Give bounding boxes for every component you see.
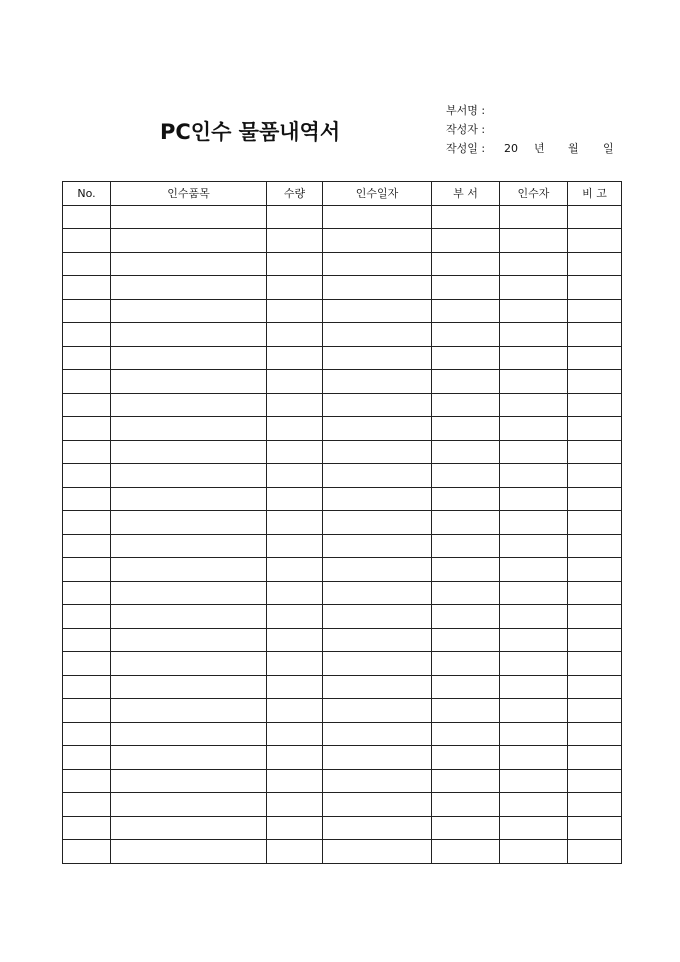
cell-item[interactable] — [111, 205, 267, 229]
cell-department[interactable] — [432, 558, 500, 582]
table-row — [63, 675, 622, 699]
cell-recipient[interactable] — [500, 370, 568, 394]
cell-item[interactable] — [111, 487, 267, 511]
cell-quantity[interactable] — [267, 793, 323, 817]
cell-department[interactable] — [432, 393, 500, 417]
cell-department[interactable] — [432, 511, 500, 535]
table-body — [63, 205, 622, 863]
cell-item[interactable] — [111, 299, 267, 323]
cell-receipt-date[interactable] — [323, 581, 432, 605]
cell-receipt-date[interactable] — [323, 417, 432, 441]
cell-no[interactable] — [63, 464, 111, 488]
cell-remarks[interactable] — [568, 511, 622, 535]
cell-receipt-date[interactable] — [323, 323, 432, 347]
cell-recipient[interactable] — [500, 699, 568, 723]
date-day-unit: 일 — [603, 142, 614, 155]
cell-receipt-date[interactable] — [323, 299, 432, 323]
table-row — [63, 417, 622, 441]
cell-remarks[interactable] — [568, 699, 622, 723]
cell-no[interactable] — [63, 252, 111, 276]
cell-no[interactable] — [63, 440, 111, 464]
cell-receipt-date[interactable] — [323, 393, 432, 417]
cell-quantity[interactable] — [267, 675, 323, 699]
table-row — [63, 440, 622, 464]
cell-remarks[interactable] — [568, 628, 622, 652]
cell-department[interactable] — [432, 229, 500, 253]
cell-remarks[interactable] — [568, 417, 622, 441]
table-row — [63, 605, 622, 629]
cell-item[interactable] — [111, 346, 267, 370]
cell-no[interactable] — [63, 746, 111, 770]
cell-no[interactable] — [63, 816, 111, 840]
cell-receipt-date[interactable] — [323, 346, 432, 370]
cell-receipt-date[interactable] — [323, 534, 432, 558]
cell-item[interactable] — [111, 793, 267, 817]
cell-quantity[interactable] — [267, 558, 323, 582]
cell-receipt-date[interactable] — [323, 675, 432, 699]
cell-remarks[interactable] — [568, 769, 622, 793]
cell-quantity[interactable] — [267, 581, 323, 605]
header-recipient: 인수자 — [500, 182, 568, 206]
table-row — [63, 393, 622, 417]
cell-quantity[interactable] — [267, 440, 323, 464]
cell-recipient[interactable] — [500, 746, 568, 770]
cell-receipt-date[interactable] — [323, 464, 432, 488]
cell-item[interactable] — [111, 652, 267, 676]
cell-recipient[interactable] — [500, 581, 568, 605]
cell-item[interactable] — [111, 276, 267, 300]
cell-receipt-date[interactable] — [323, 205, 432, 229]
document-title: PC인수 물품내역서 — [160, 120, 341, 144]
cell-no[interactable] — [63, 722, 111, 746]
cell-no[interactable] — [63, 769, 111, 793]
cell-receipt-date[interactable] — [323, 370, 432, 394]
cell-recipient[interactable] — [500, 393, 568, 417]
table-row — [63, 534, 622, 558]
cell-receipt-date[interactable] — [323, 722, 432, 746]
cell-receipt-date[interactable] — [323, 793, 432, 817]
cell-department[interactable] — [432, 417, 500, 441]
cell-remarks[interactable] — [568, 370, 622, 394]
cell-remarks[interactable] — [568, 276, 622, 300]
table-row — [63, 652, 622, 676]
cell-recipient[interactable] — [500, 534, 568, 558]
cell-department[interactable] — [432, 370, 500, 394]
cell-recipient[interactable] — [500, 722, 568, 746]
table-row — [63, 252, 622, 276]
cell-receipt-date[interactable] — [323, 840, 432, 864]
cell-remarks[interactable] — [568, 605, 622, 629]
cell-recipient[interactable] — [500, 652, 568, 676]
cell-remarks[interactable] — [568, 652, 622, 676]
cell-quantity[interactable] — [267, 276, 323, 300]
cell-quantity[interactable] — [267, 769, 323, 793]
cell-department[interactable] — [432, 652, 500, 676]
writer-label: 작성자 : — [446, 123, 486, 136]
department-label: 부서명 : — [446, 104, 486, 117]
cell-no[interactable] — [63, 793, 111, 817]
item-receipt-table — [62, 181, 622, 864]
cell-no[interactable] — [63, 346, 111, 370]
cell-remarks[interactable] — [568, 440, 622, 464]
cell-remarks[interactable] — [568, 229, 622, 253]
table-row — [63, 299, 622, 323]
cell-recipient[interactable] — [500, 558, 568, 582]
cell-department[interactable] — [432, 299, 500, 323]
cell-remarks[interactable] — [568, 581, 622, 605]
department-row — [446, 101, 485, 120]
cell-receipt-date[interactable] — [323, 558, 432, 582]
cell-department[interactable] — [432, 581, 500, 605]
cell-remarks[interactable] — [568, 487, 622, 511]
cell-quantity[interactable] — [267, 840, 323, 864]
cell-quantity[interactable] — [267, 722, 323, 746]
cell-quantity[interactable] — [267, 746, 323, 770]
cell-department[interactable] — [432, 440, 500, 464]
cell-department[interactable] — [432, 605, 500, 629]
cell-item[interactable] — [111, 581, 267, 605]
cell-department[interactable] — [432, 487, 500, 511]
header-quantity: 수량 — [267, 182, 323, 206]
cell-quantity[interactable] — [267, 816, 323, 840]
cell-no[interactable] — [63, 393, 111, 417]
cell-remarks[interactable] — [568, 393, 622, 417]
table-row — [63, 370, 622, 394]
cell-remarks[interactable] — [568, 252, 622, 276]
writer-row — [446, 120, 485, 139]
table-row — [63, 581, 622, 605]
cell-item[interactable] — [111, 605, 267, 629]
cell-remarks[interactable] — [568, 816, 622, 840]
cell-recipient[interactable] — [500, 816, 568, 840]
cell-remarks[interactable] — [568, 746, 622, 770]
cell-no[interactable] — [63, 628, 111, 652]
cell-no[interactable] — [63, 699, 111, 723]
cell-quantity[interactable] — [267, 299, 323, 323]
cell-quantity[interactable] — [267, 229, 323, 253]
cell-item[interactable] — [111, 534, 267, 558]
cell-department[interactable] — [432, 205, 500, 229]
table-row — [63, 205, 622, 229]
cell-remarks[interactable] — [568, 840, 622, 864]
date-month-unit: 월 — [568, 142, 579, 155]
cell-no[interactable] — [63, 675, 111, 699]
cell-department[interactable] — [432, 346, 500, 370]
cell-department[interactable] — [432, 276, 500, 300]
cell-department[interactable] — [432, 816, 500, 840]
cell-no[interactable] — [63, 605, 111, 629]
cell-recipient[interactable] — [500, 229, 568, 253]
cell-remarks[interactable] — [568, 558, 622, 582]
cell-remarks[interactable] — [568, 793, 622, 817]
cell-remarks[interactable] — [568, 323, 622, 347]
date-row — [446, 139, 614, 158]
document-meta — [446, 101, 614, 158]
date-label: 작성일 : — [446, 142, 486, 155]
cell-item[interactable] — [111, 323, 267, 347]
cell-remarks[interactable] — [568, 464, 622, 488]
cell-recipient[interactable] — [500, 464, 568, 488]
cell-department[interactable] — [432, 699, 500, 723]
cell-no[interactable] — [63, 511, 111, 535]
cell-quantity[interactable] — [267, 464, 323, 488]
cell-no[interactable] — [63, 323, 111, 347]
table-row — [63, 323, 622, 347]
cell-receipt-date[interactable] — [323, 487, 432, 511]
cell-no[interactable] — [63, 840, 111, 864]
cell-recipient[interactable] — [500, 346, 568, 370]
cell-department[interactable] — [432, 840, 500, 864]
cell-quantity[interactable] — [267, 346, 323, 370]
table-row — [63, 276, 622, 300]
table-row — [63, 558, 622, 582]
cell-no[interactable] — [63, 581, 111, 605]
cell-remarks[interactable] — [568, 534, 622, 558]
table-header-row — [63, 182, 622, 206]
table-row — [63, 229, 622, 253]
cell-department[interactable] — [432, 323, 500, 347]
table-row — [63, 511, 622, 535]
cell-item[interactable] — [111, 628, 267, 652]
cell-remarks[interactable] — [568, 346, 622, 370]
cell-department[interactable] — [432, 252, 500, 276]
cell-recipient[interactable] — [500, 675, 568, 699]
cell-department[interactable] — [432, 722, 500, 746]
cell-recipient[interactable] — [500, 840, 568, 864]
cell-quantity[interactable] — [267, 699, 323, 723]
table-row — [63, 769, 622, 793]
cell-department[interactable] — [432, 746, 500, 770]
cell-recipient[interactable] — [500, 440, 568, 464]
cell-quantity[interactable] — [267, 628, 323, 652]
cell-quantity[interactable] — [267, 393, 323, 417]
cell-department[interactable] — [432, 675, 500, 699]
date-year: 20 — [504, 142, 518, 155]
cell-department[interactable] — [432, 769, 500, 793]
cell-receipt-date[interactable] — [323, 440, 432, 464]
cell-no[interactable] — [63, 534, 111, 558]
cell-quantity[interactable] — [267, 252, 323, 276]
cell-item[interactable] — [111, 440, 267, 464]
cell-recipient[interactable] — [500, 769, 568, 793]
table-row — [63, 487, 622, 511]
cell-quantity[interactable] — [267, 652, 323, 676]
cell-quantity[interactable] — [267, 487, 323, 511]
cell-receipt-date[interactable] — [323, 252, 432, 276]
table-row — [63, 816, 622, 840]
cell-remarks[interactable] — [568, 722, 622, 746]
header-item: 인수품목 — [111, 182, 267, 206]
cell-quantity[interactable] — [267, 417, 323, 441]
cell-item[interactable] — [111, 252, 267, 276]
cell-item[interactable] — [111, 769, 267, 793]
cell-recipient[interactable] — [500, 299, 568, 323]
cell-no[interactable] — [63, 229, 111, 253]
cell-receipt-date[interactable] — [323, 652, 432, 676]
table-row — [63, 746, 622, 770]
cell-item[interactable] — [111, 229, 267, 253]
cell-receipt-date[interactable] — [323, 628, 432, 652]
cell-recipient[interactable] — [500, 511, 568, 535]
cell-recipient[interactable] — [500, 605, 568, 629]
cell-quantity[interactable] — [267, 511, 323, 535]
cell-no[interactable] — [63, 370, 111, 394]
cell-recipient[interactable] — [500, 276, 568, 300]
cell-item[interactable] — [111, 699, 267, 723]
cell-item[interactable] — [111, 722, 267, 746]
table-row — [63, 840, 622, 864]
table-row — [63, 699, 622, 723]
cell-receipt-date[interactable] — [323, 746, 432, 770]
cell-receipt-date[interactable] — [323, 699, 432, 723]
table-row — [63, 464, 622, 488]
cell-item[interactable] — [111, 840, 267, 864]
cell-recipient[interactable] — [500, 252, 568, 276]
cell-remarks[interactable] — [568, 675, 622, 699]
cell-department[interactable] — [432, 464, 500, 488]
cell-recipient[interactable] — [500, 487, 568, 511]
cell-no[interactable] — [63, 276, 111, 300]
cell-receipt-date[interactable] — [323, 769, 432, 793]
cell-recipient[interactable] — [500, 793, 568, 817]
table-row — [63, 346, 622, 370]
cell-item[interactable] — [111, 558, 267, 582]
cell-recipient[interactable] — [500, 205, 568, 229]
date-year-unit: 년 — [534, 142, 545, 155]
cell-item[interactable] — [111, 746, 267, 770]
cell-no[interactable] — [63, 299, 111, 323]
cell-quantity[interactable] — [267, 605, 323, 629]
table-row — [63, 628, 622, 652]
header-no: No. — [63, 182, 111, 206]
header-remarks: 비 고 — [568, 182, 622, 206]
table-row — [63, 722, 622, 746]
cell-no[interactable] — [63, 417, 111, 441]
cell-remarks[interactable] — [568, 299, 622, 323]
cell-recipient[interactable] — [500, 628, 568, 652]
cell-department[interactable] — [432, 793, 500, 817]
cell-recipient[interactable] — [500, 417, 568, 441]
cell-receipt-date[interactable] — [323, 276, 432, 300]
header-receipt-date: 인수일자 — [323, 182, 432, 206]
cell-quantity[interactable] — [267, 205, 323, 229]
cell-receipt-date[interactable] — [323, 605, 432, 629]
cell-quantity[interactable] — [267, 370, 323, 394]
cell-no[interactable] — [63, 205, 111, 229]
cell-item[interactable] — [111, 511, 267, 535]
cell-receipt-date[interactable] — [323, 816, 432, 840]
cell-department[interactable] — [432, 534, 500, 558]
cell-item[interactable] — [111, 464, 267, 488]
cell-remarks[interactable] — [568, 205, 622, 229]
cell-item[interactable] — [111, 417, 267, 441]
cell-no[interactable] — [63, 558, 111, 582]
cell-no[interactable] — [63, 487, 111, 511]
cell-no[interactable] — [63, 652, 111, 676]
header-department: 부 서 — [432, 182, 500, 206]
table-row — [63, 793, 622, 817]
cell-quantity[interactable] — [267, 323, 323, 347]
cell-item[interactable] — [111, 370, 267, 394]
cell-receipt-date[interactable] — [323, 229, 432, 253]
cell-department[interactable] — [432, 628, 500, 652]
cell-receipt-date[interactable] — [323, 511, 432, 535]
cell-item[interactable] — [111, 675, 267, 699]
cell-recipient[interactable] — [500, 323, 568, 347]
cell-item[interactable] — [111, 393, 267, 417]
cell-item[interactable] — [111, 816, 267, 840]
cell-quantity[interactable] — [267, 534, 323, 558]
